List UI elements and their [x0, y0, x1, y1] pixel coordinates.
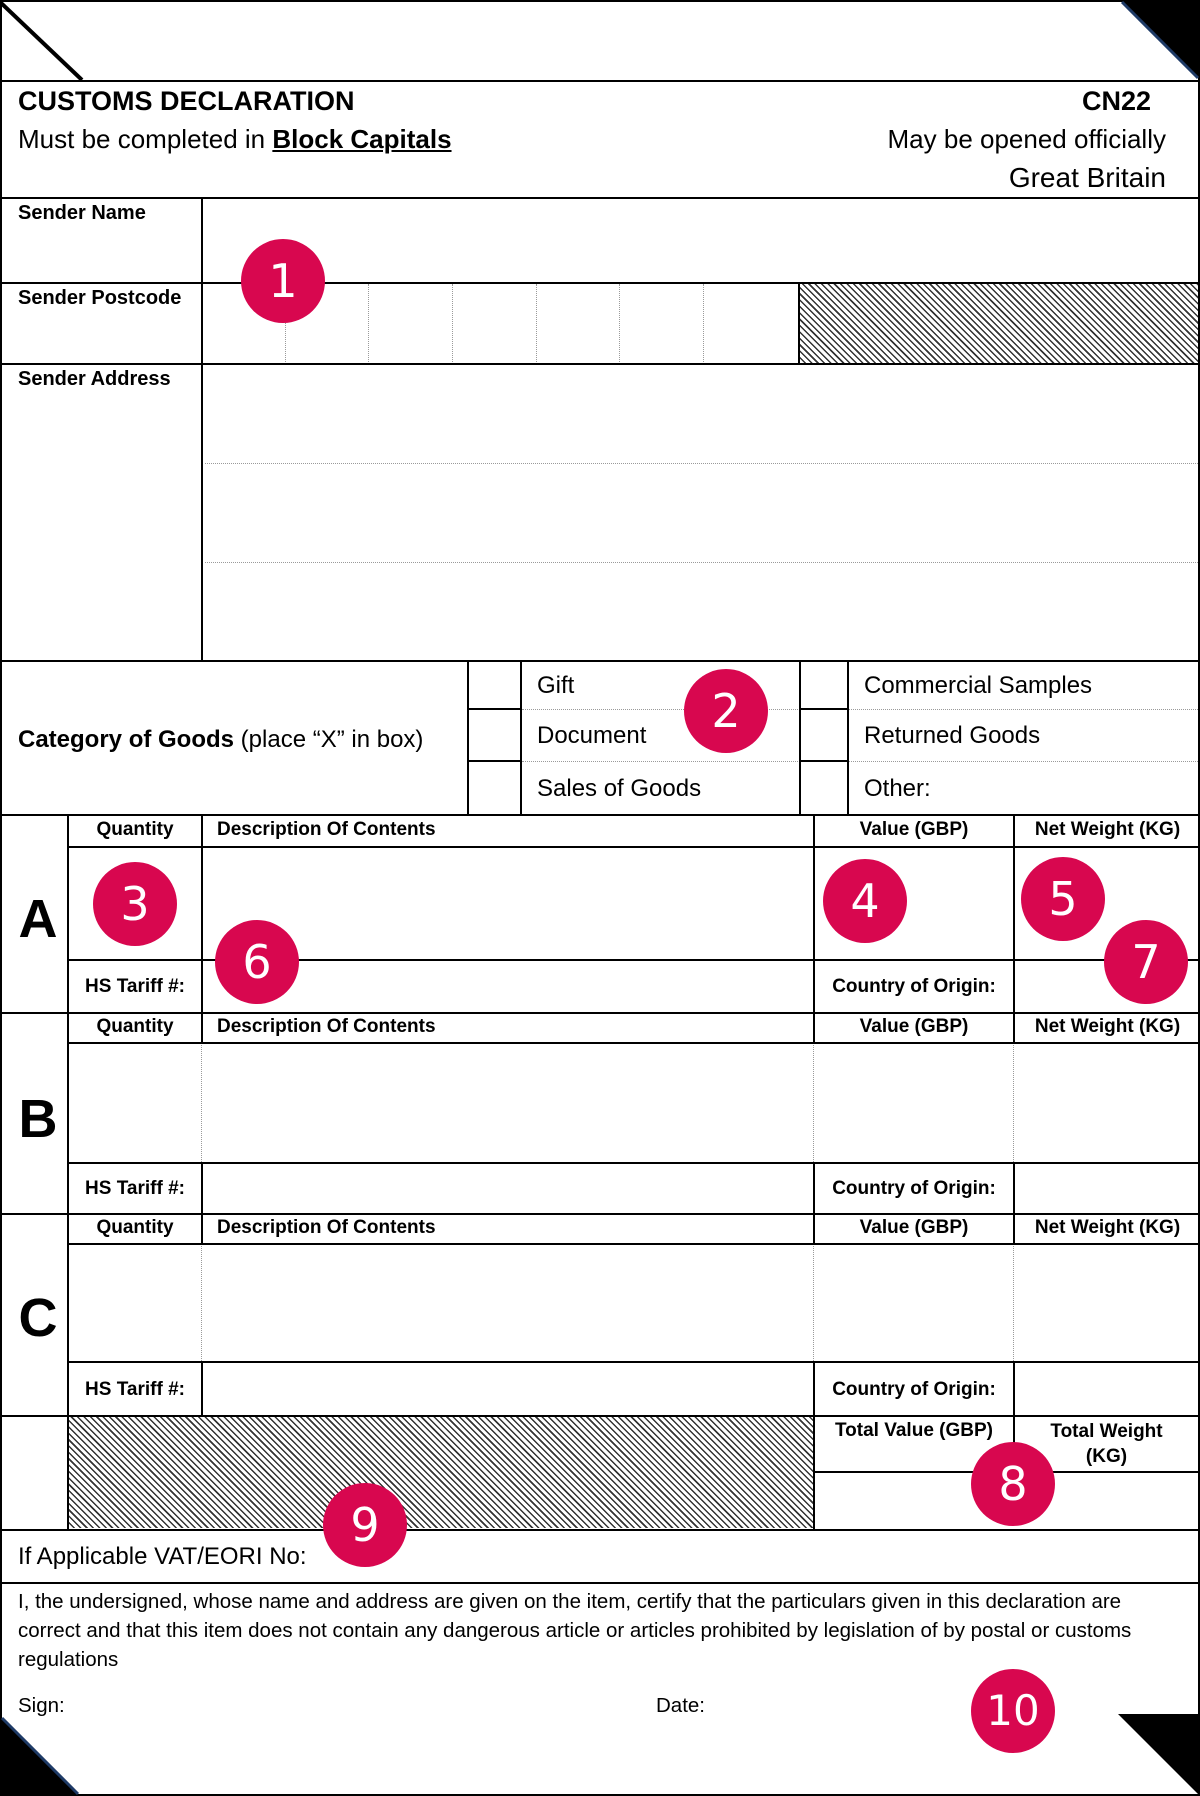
category-label-bold: Category of Goods — [18, 726, 235, 753]
country-label: Great Britain — [1008, 162, 1166, 193]
document-checkbox[interactable] — [469, 710, 520, 760]
quantity-header: Quantity — [96, 1016, 174, 1037]
badge-3-number: 3 — [120, 877, 150, 931]
badge-7 — [1104, 920, 1188, 1004]
quantity-header: Quantity — [96, 819, 174, 840]
badge-7-number: 7 — [1131, 935, 1161, 989]
sign-field[interactable] — [80, 1685, 640, 1725]
weight-header: Net Weight (KG) — [1034, 819, 1181, 840]
value-field[interactable] — [815, 1044, 1013, 1162]
badge-1-number: 1 — [268, 254, 298, 308]
weight-header: Net Weight (KG) — [1034, 1217, 1181, 1238]
declaration-text: I, the undersigned, whose name and address are given on the item, certify that the particulars given in this declaration are correct and that this item does not contain any dangerous article or articles prohibited by legislation of by postal or customs regulations — [18, 1590, 1132, 1671]
item-letter: A — [18, 889, 58, 949]
postcode-box-6[interactable] — [620, 284, 702, 362]
description-field[interactable] — [203, 1245, 813, 1361]
tariff-field[interactable] — [203, 1363, 813, 1415]
quantity-field[interactable] — [69, 1245, 201, 1361]
postcode-box-3[interactable] — [369, 284, 451, 362]
vat-eori-field[interactable] — [320, 1531, 1198, 1581]
option-returned-goods: Returned Goods — [864, 722, 1041, 749]
total-value-label: Total Value (GBP) — [834, 1420, 993, 1441]
sender-address-label: Sender Address — [18, 368, 171, 390]
postcode-box-5[interactable] — [537, 284, 619, 362]
form-title: CUSTOMS DECLARATION — [18, 86, 355, 116]
sender-address-line-3[interactable] — [203, 563, 1198, 659]
postcode-box-4[interactable] — [453, 284, 535, 362]
badge-6-number: 6 — [242, 935, 272, 989]
postcode-hatched-area — [800, 284, 1198, 363]
badge-5 — [1021, 857, 1105, 941]
badge-6 — [215, 920, 299, 1004]
corner-mark-bottom-left — [0, 1716, 80, 1796]
badge-10-number: 10 — [986, 1686, 1040, 1735]
quantity-header: Quantity — [96, 1217, 174, 1238]
description-field[interactable] — [203, 1044, 813, 1162]
weight-header: Net Weight (KG) — [1034, 1016, 1181, 1037]
value-header: Value (GBP) — [859, 1217, 969, 1238]
option-sales-of-goods: Sales of Goods — [537, 775, 702, 802]
form-subtitle — [18, 124, 452, 155]
badge-1 — [241, 239, 325, 323]
option-document: Document — [537, 722, 647, 749]
item-row-c — [0, 1213, 1200, 1415]
subtitle-emphasis: Block Capitals — [272, 124, 452, 154]
badge-9 — [323, 1483, 407, 1567]
other-field[interactable] — [960, 762, 1198, 814]
origin-label: Country of Origin: — [832, 1178, 996, 1199]
total-weight-label: Total Weight (KG) — [1050, 1421, 1163, 1467]
description-header: Description Of Contents — [217, 1016, 436, 1037]
postcode-box-7[interactable] — [704, 284, 798, 362]
sender-postcode-label: Sender Postcode — [18, 287, 182, 309]
returned-goods-checkbox[interactable] — [801, 710, 847, 760]
category-label — [18, 726, 423, 754]
option-gift: Gift — [537, 672, 575, 699]
subtitle-prefix: Must be completed in — [18, 124, 273, 154]
sales-of-goods-checkbox[interactable] — [469, 762, 520, 814]
badge-4-number: 4 — [850, 874, 880, 928]
origin-field[interactable] — [1015, 1363, 1200, 1415]
corner-mark-top-right — [1120, 0, 1200, 80]
other-checkbox[interactable] — [801, 762, 847, 814]
badge-9-number: 9 — [350, 1498, 380, 1552]
badge-8 — [971, 1442, 1055, 1526]
commercial-samples-checkbox[interactable] — [801, 662, 847, 708]
date-label: Date: — [656, 1694, 705, 1717]
badge-3 — [93, 862, 177, 946]
vat-eori-label: If Applicable VAT/EORI No: — [18, 1543, 307, 1570]
opened-note: May be opened officially — [887, 124, 1166, 154]
weight-field[interactable] — [1015, 1044, 1200, 1162]
badge-5-number: 5 — [1048, 872, 1078, 926]
option-commercial-samples: Commercial Samples — [864, 672, 1093, 699]
description-header: Description Of Contents — [217, 819, 436, 840]
value-header: Value (GBP) — [859, 1016, 969, 1037]
item-letter: C — [18, 1288, 58, 1348]
sender-address-line-2[interactable] — [203, 464, 1198, 561]
category-label-rest: (place “X” in box) — [234, 726, 424, 753]
sender-address-line-1[interactable] — [203, 365, 1198, 462]
badge-2 — [684, 669, 768, 753]
item-row-a — [0, 814, 1200, 1012]
form-code: CN22 — [1082, 86, 1152, 116]
value-header: Value (GBP) — [859, 819, 969, 840]
item-row-b — [0, 1012, 1200, 1213]
badge-8-number: 8 — [998, 1457, 1028, 1511]
corner-mark-top-left — [0, 0, 84, 82]
badge-4 — [823, 859, 907, 943]
description-header: Description Of Contents — [217, 1217, 436, 1238]
tariff-label: HS Tariff #: — [85, 1379, 185, 1400]
sender-name-label: Sender Name — [18, 202, 146, 224]
gift-checkbox[interactable] — [469, 662, 520, 708]
option-other: Other: — [864, 775, 931, 802]
weight-field[interactable] — [1015, 1245, 1200, 1361]
corner-mark-bottom-right — [1118, 1714, 1200, 1796]
totals-hatched-area — [69, 1417, 813, 1528]
origin-label: Country of Origin: — [832, 1379, 996, 1400]
origin-label: Country of Origin: — [832, 976, 996, 997]
item-letter: B — [18, 1089, 58, 1149]
tariff-field[interactable] — [203, 1164, 813, 1213]
quantity-field[interactable] — [69, 1044, 201, 1162]
value-field[interactable] — [815, 1245, 1013, 1361]
badge-2-number: 2 — [711, 684, 741, 738]
badge-10 — [971, 1669, 1055, 1753]
origin-field[interactable] — [1015, 1164, 1200, 1213]
tariff-label: HS Tariff #: — [85, 976, 185, 997]
tariff-label: HS Tariff #: — [85, 1178, 185, 1199]
sender-name-field[interactable] — [203, 199, 1198, 281]
sign-label: Sign: — [18, 1694, 65, 1717]
